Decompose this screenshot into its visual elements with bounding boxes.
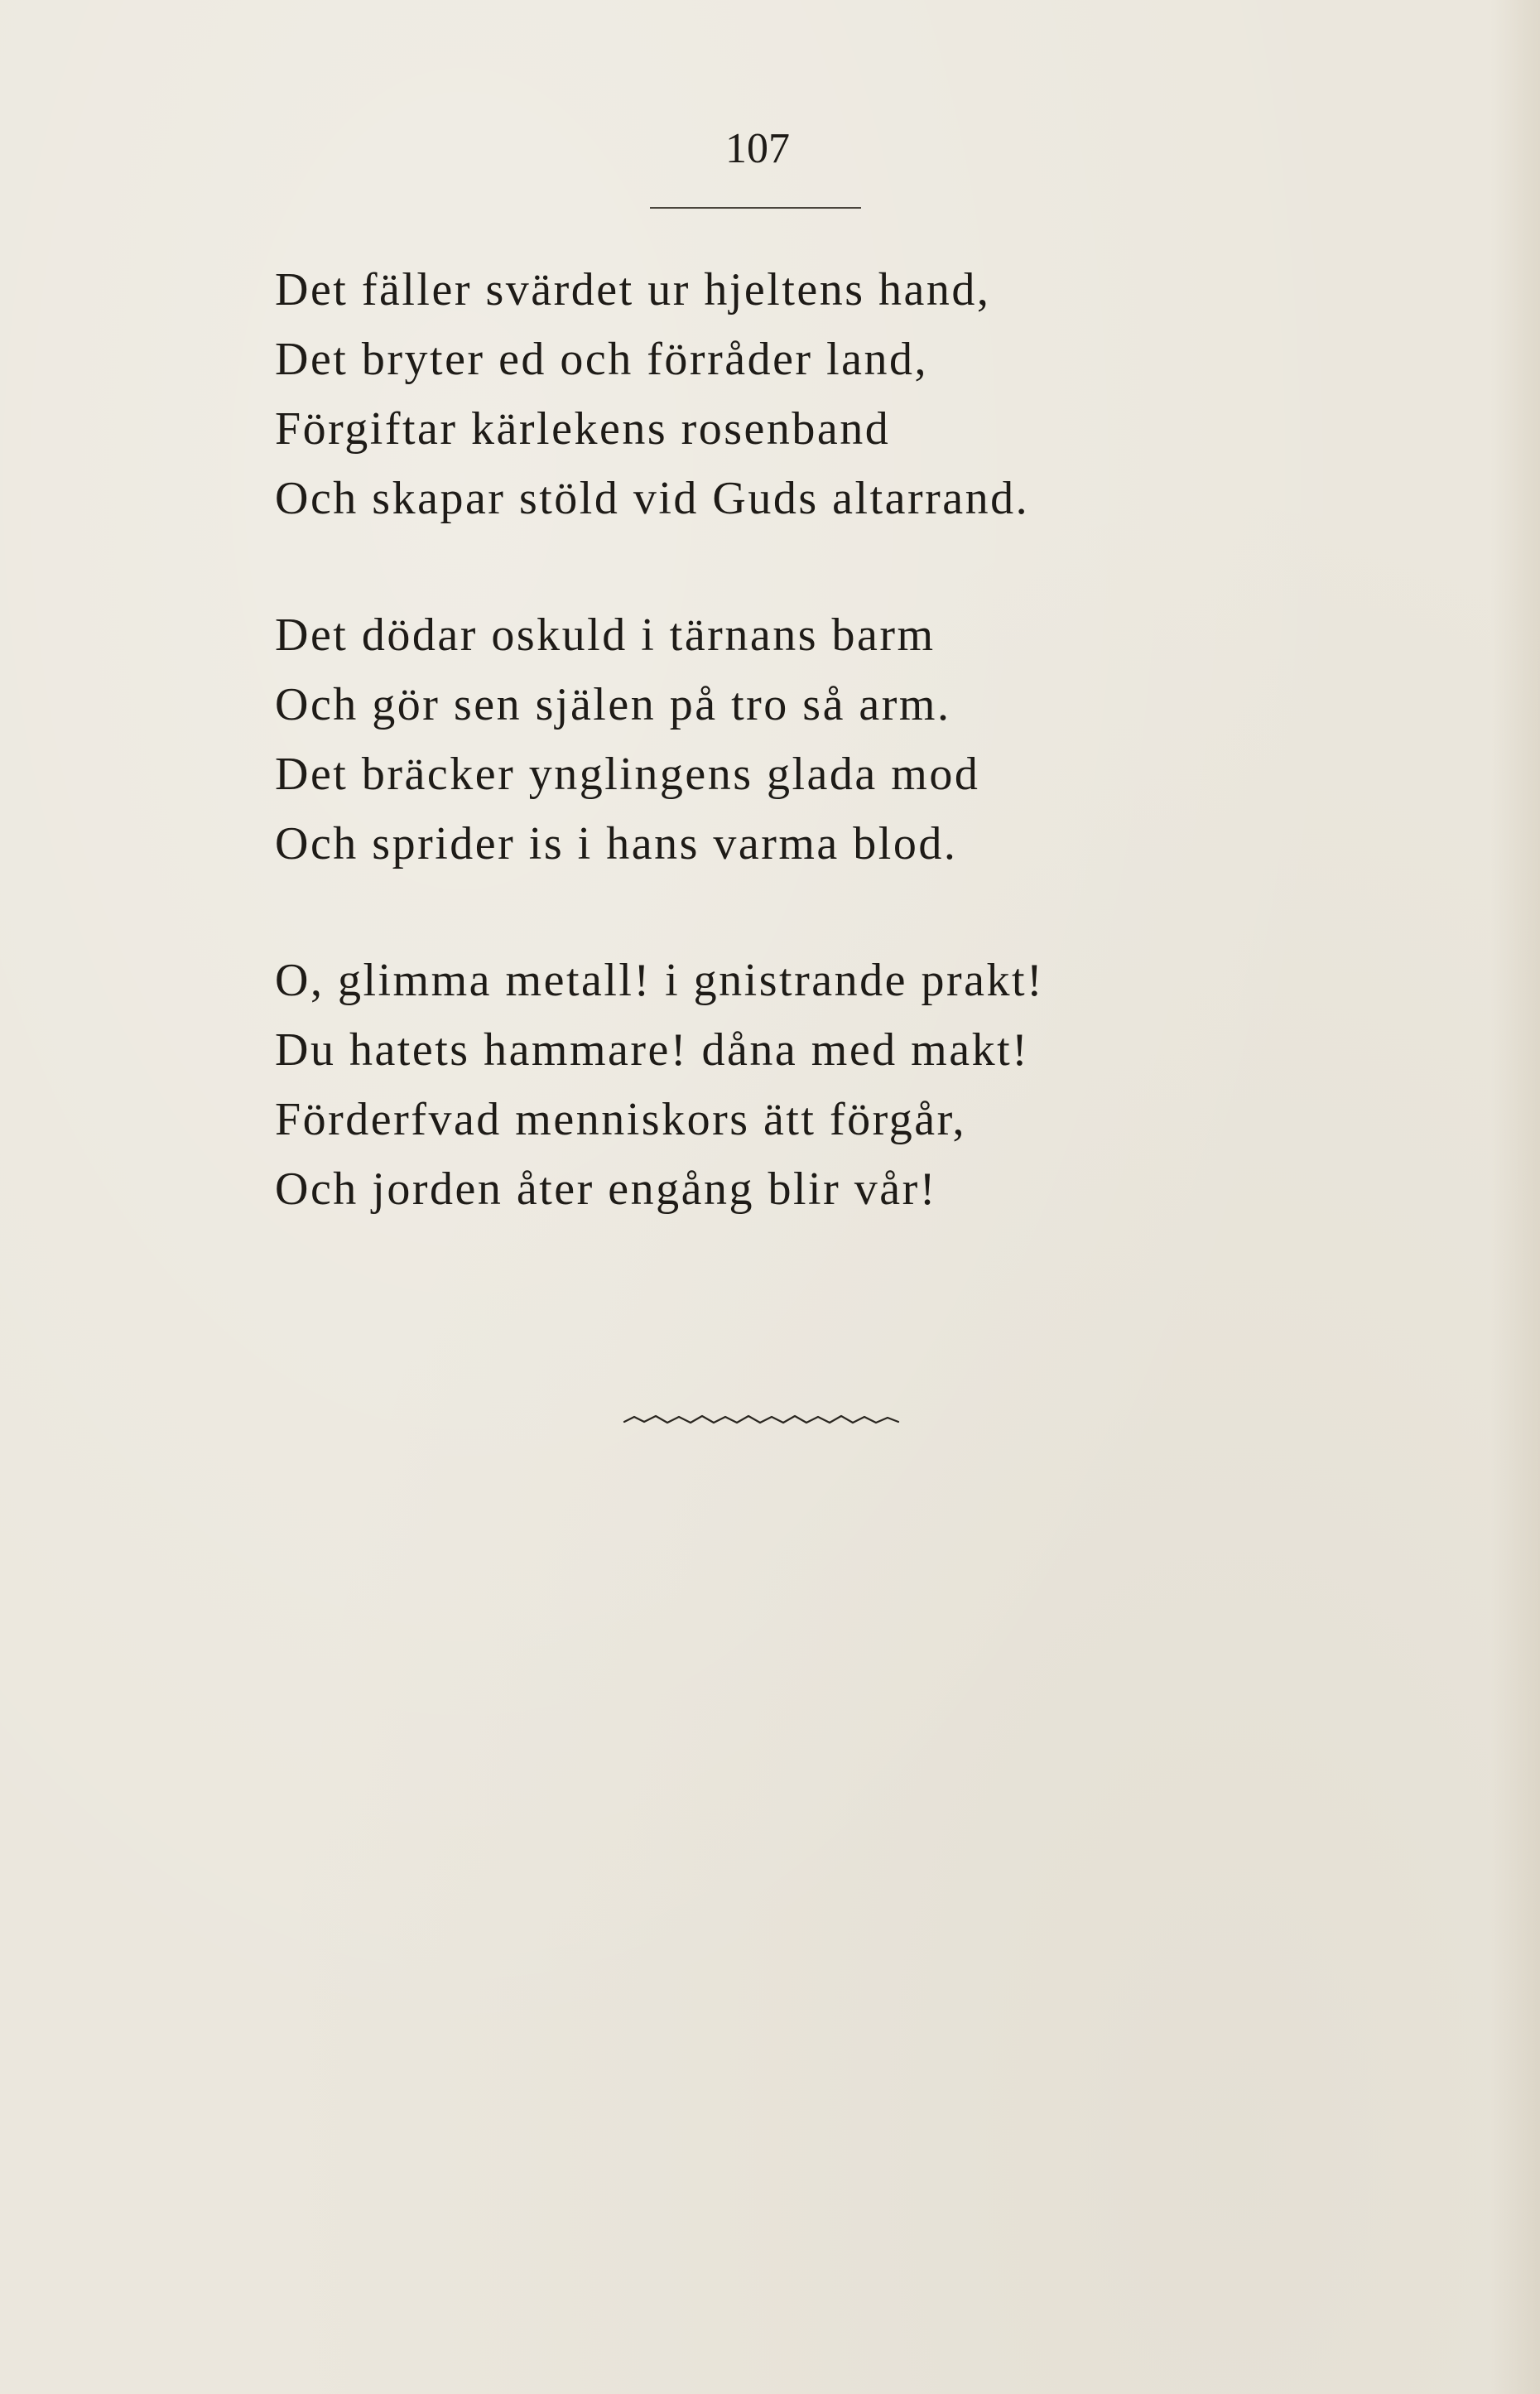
poem-line: Och sprider is i hans varma blod. bbox=[275, 818, 958, 869]
poem-line: Det fäller svärdet ur hjeltens hand, bbox=[275, 264, 991, 316]
poem-line: Det bryter ed och förråder land, bbox=[275, 334, 928, 385]
page-number: 107 bbox=[725, 125, 790, 172]
poem-line: Förderfvad menniskors ätt förgår, bbox=[275, 1094, 967, 1145]
header-rule bbox=[650, 207, 861, 209]
poem-line: O, glimma metall! i gnistrande prakt! bbox=[275, 955, 1045, 1006]
poem-stanza-3 bbox=[275, 946, 1044, 1224]
poem-line: Förgiftar kärlekens rosenband bbox=[275, 403, 891, 455]
poem-line: Det dödar oskuld i tärnans barm bbox=[275, 609, 936, 661]
poem-line: Och gör sen själen på tro så arm. bbox=[275, 679, 951, 730]
poem-stanza-2 bbox=[275, 600, 979, 879]
poem-line: Det bräcker ynglingens glada mod bbox=[275, 749, 980, 800]
poem-stanza-1 bbox=[275, 255, 1029, 533]
poem-line: Du hatets hammare! dåna med makt! bbox=[275, 1024, 1030, 1076]
page-edge-shadow bbox=[1490, 0, 1540, 2394]
poem-line: Och jorden åter engång blir vår! bbox=[275, 1163, 937, 1215]
poem-line: Och skapar stöld vid Guds altarrand. bbox=[275, 473, 1030, 524]
wavy-tailpiece-ornament-icon bbox=[623, 1412, 900, 1428]
